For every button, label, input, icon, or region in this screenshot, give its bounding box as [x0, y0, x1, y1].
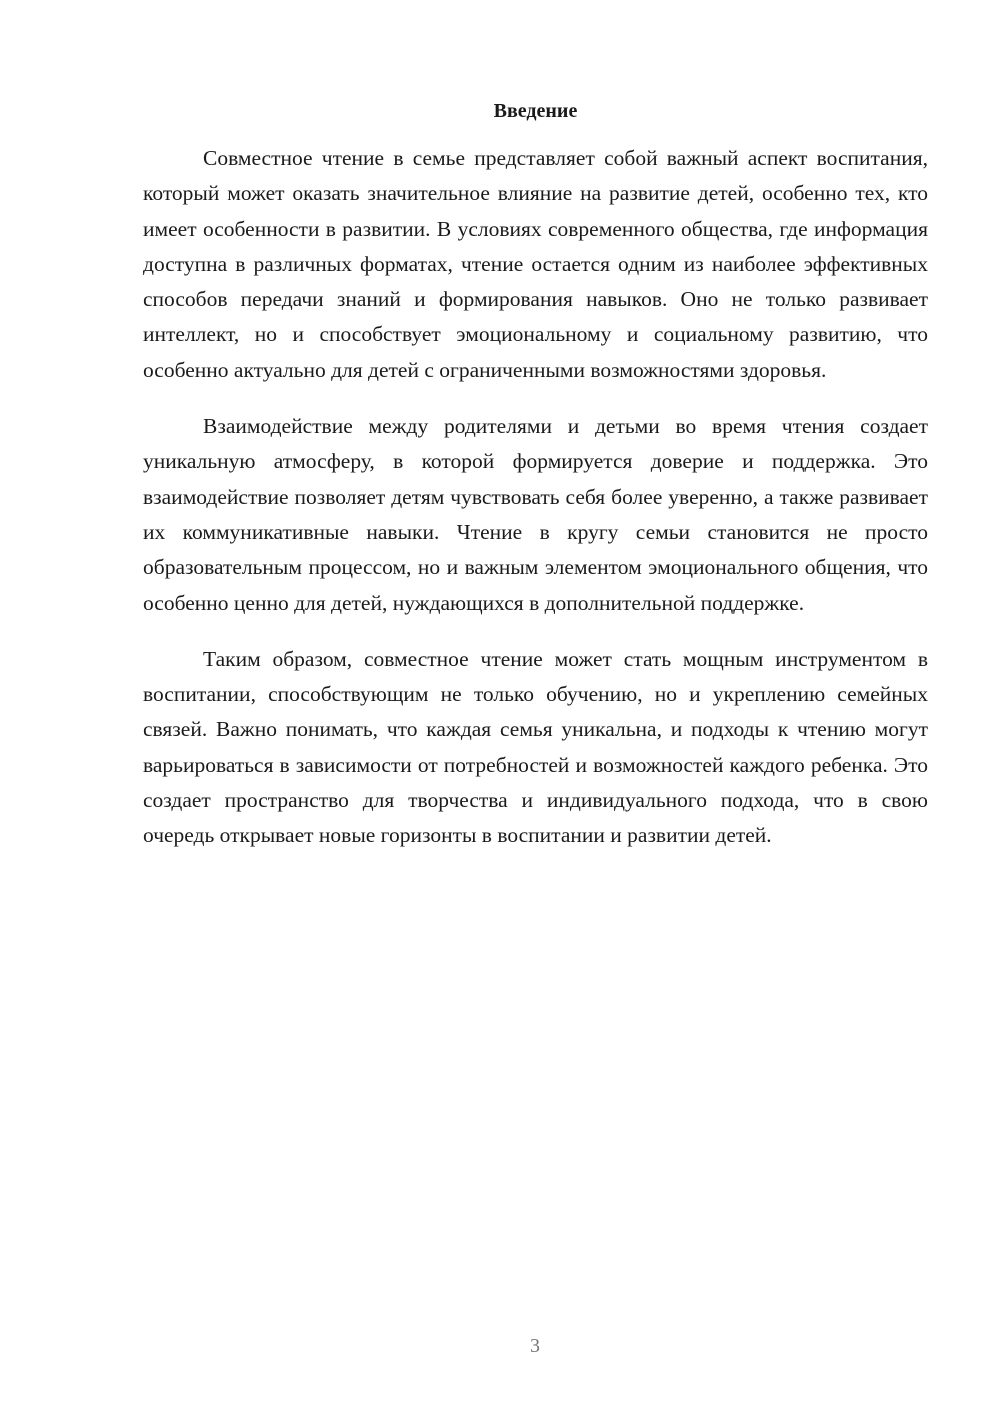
section-heading: Введение — [493, 100, 578, 122]
body-text — [143, 141, 928, 875]
page-number: 3 — [530, 1335, 540, 1357]
paragraph-1: Совместное чтение в семье представляет собой важный аспект воспитания, который может оказать значительное влияние на развитие детей, особенно тех, кто имеет особенности в развитии. В условиях современного общества, где информация доступна в различных форматах, чтение остается одним из наиболее эффективных способов передачи знаний и формирования навыков. Оно не только развивает интеллект, но и способствует эмоциональному и социальному развитию, что особенно актуально для детей с ограниченными возможностями здоровья. — [143, 146, 928, 382]
paragraph-2: Взаимодействие между родителями и детьми во время чтения создает уникальную атмосферу, в которой формируется доверие и поддержка. Это взаимодействие позволяет детям чувствовать себя более уверенно, а также развивает их коммуникативные навыки. Чтение в кругу семьи становится не просто образовательным процессом, но и важным элементом эмоционального общения, что особенно ценно для детей, нуждающихся в дополнительной поддержке. — [143, 414, 928, 615]
paragraph-3: Таким образом, совместное чтение может стать мощным инструментом в воспитании, способствующим не только обучению, но и укреплению семейных связей. Важно понимать, что каждая семья уникальна, и подходы к чтению могут варьироваться в зависимости от потребностей и возможностей каждого ребенка. Это создает пространство для творчества и индивидуального подхода, что в свою очередь открывает новые горизонты в воспитании и развитии детей. — [143, 646, 928, 848]
